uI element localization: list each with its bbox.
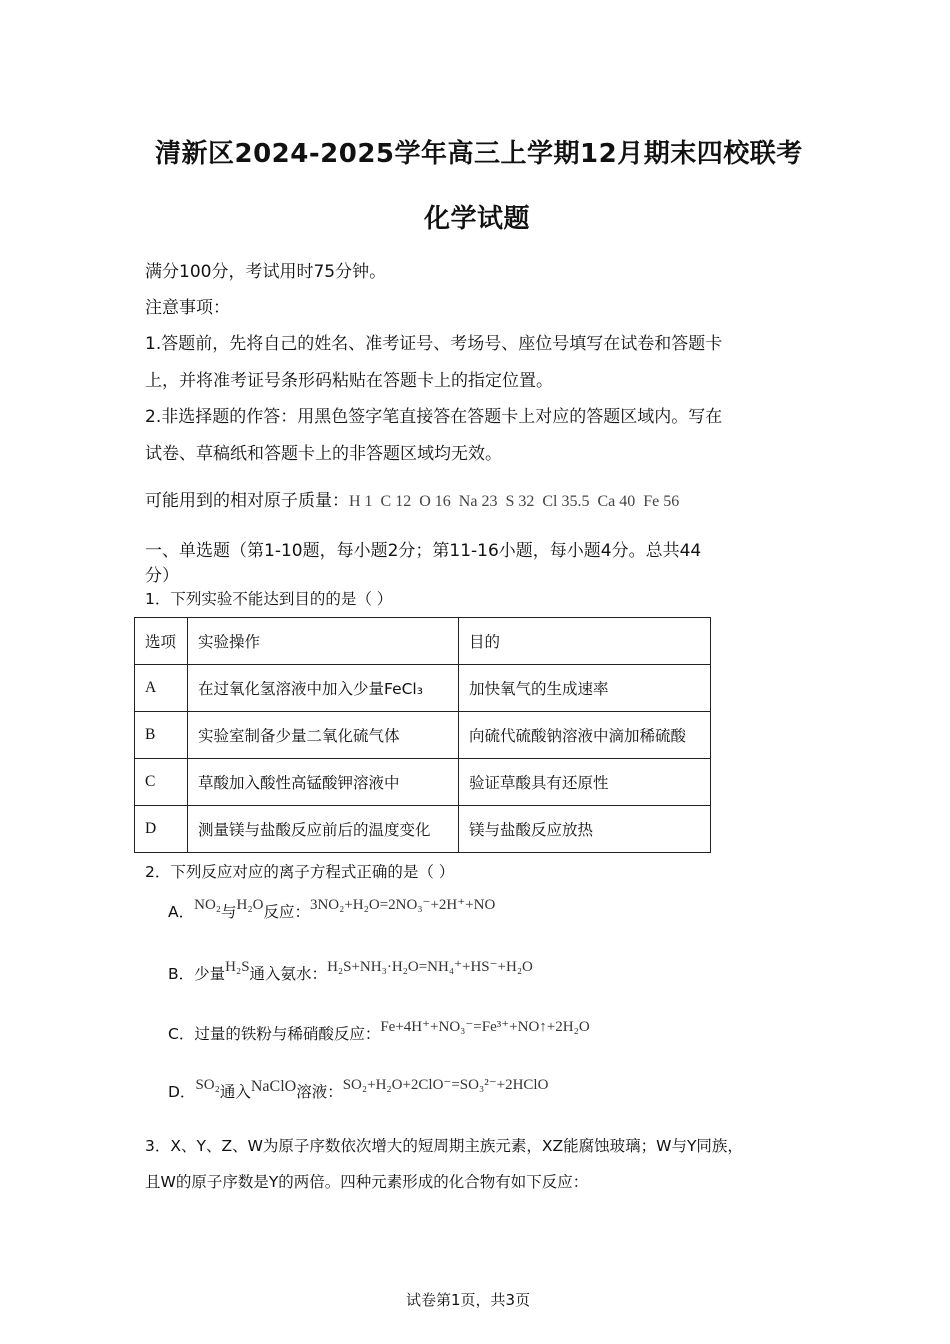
question-2-option-c — [168, 1019, 590, 1044]
row-purpose: 镁与盐酸反应放热 — [459, 806, 711, 853]
option-a-reactant-2: H₂O — [236, 897, 264, 913]
header-purpose: 目的 — [459, 618, 711, 665]
section-heading-line-1: 一、单选题（第1-10题，每小题2分；第11-16小题，每小题4分。总共44 — [145, 541, 702, 561]
option-a-connector: 与 — [221, 903, 237, 921]
question-1-stem: 1．下列实验不能达到目的的是（ ） — [145, 590, 393, 608]
row-operation: 在过氧化氢溶液中加入少量FeCl₃ — [188, 665, 459, 712]
option-d-reactant-2: NaClO — [250, 1078, 297, 1095]
question-2-option-b — [168, 959, 533, 984]
row-option: A — [135, 665, 188, 712]
option-a-reactant-1: NO₂ — [194, 897, 222, 913]
option-c-label: C．过量的铁粉与稀硝酸反应： — [168, 1025, 381, 1043]
page-subtitle: 化学试题 — [424, 204, 531, 234]
question-3-line-1: 3．X、Y、Z、W为原子序数依次增大的短周期主族元素，XZ能腐蚀玻璃；W与Y同族， — [145, 1137, 743, 1155]
question-2-stem: 2．下列反应对应的离子方程式正确的是（ ） — [145, 863, 455, 881]
table-row — [135, 665, 711, 712]
atomic-mass-values: H 1 C 12 O 16 Na 23 S 32 Cl 35.5 Ca 40 Fe 56 — [349, 493, 680, 510]
row-purpose: 验证草酸具有还原性 — [459, 759, 711, 806]
atomic-mass-label: 可能用到的相对原子质量： — [145, 491, 349, 511]
option-b-suffix: 通入氨水： — [249, 965, 328, 983]
notice-2-line-2: 试卷、草稿纸和答题卡上的非答题区域均无效。 — [145, 444, 502, 464]
page-title: 清新区2024-2025学年高三上学期12月期末四校联考 — [155, 139, 803, 169]
experiment-table — [134, 617, 711, 853]
table-row — [135, 806, 711, 853]
row-operation: 草酸加入酸性高锰酸钾溶液中 — [188, 759, 459, 806]
notice-1-line-2: 上，并将准考证号条形码粘贴在答题卡上的指定位置。 — [145, 371, 553, 391]
option-d-equation: SO₂+H₂O+2ClO⁻=SO₃²⁻+2HClO — [342, 1077, 549, 1093]
question-2-option-a — [168, 897, 496, 922]
option-b-label: B．少量 — [168, 965, 226, 983]
atomic-mass-line — [145, 486, 679, 511]
notice-2-line-1: 2.非选择题的作答：用黑色签字笔直接答在答题卡上对应的答题区域内。写在 — [145, 407, 723, 427]
option-a-equation: 3NO₂+H₂O=2NO₃⁻+2H⁺+NO — [309, 897, 496, 913]
section-heading-line-2: 分） — [145, 566, 179, 586]
header-operation: 实验操作 — [188, 618, 459, 665]
option-d-reactant-1: SO₂ — [195, 1077, 220, 1093]
table-header-row — [135, 618, 711, 665]
notice-1-line-1: 1.答题前，先将自己的姓名、准考证号、考场号、座位号填写在试卷和答题卡 — [145, 334, 723, 354]
row-option: C — [135, 759, 188, 806]
score-line: 满分100分，考试用时75分钟。 — [145, 262, 387, 282]
option-b-equation: H₂S+NH₃·H₂O=NH₄⁺+HS⁻+H₂O — [327, 959, 533, 975]
table-row — [135, 759, 711, 806]
notice-heading: 注意事项： — [145, 298, 230, 318]
header-option: 选项 — [135, 618, 188, 665]
option-a-suffix: 反应： — [263, 903, 310, 921]
page-footer: 试卷第1页，共3页 — [406, 1291, 531, 1309]
option-d-label: D． — [168, 1083, 196, 1101]
option-d-suffix: 溶液： — [296, 1083, 343, 1101]
row-operation: 实验室制备少量二氧化硫气体 — [188, 712, 459, 759]
option-d-connector: 通入 — [219, 1083, 251, 1101]
row-purpose: 加快氧气的生成速率 — [459, 665, 711, 712]
row-option: B — [135, 712, 188, 759]
question-3-line-2: 且W的原子序数是Y的两倍。四种元素形成的化合物有如下反应： — [145, 1173, 589, 1191]
option-c-equation: Fe+4H⁺+NO₃⁻=Fe³⁺+NO↑+2H₂O — [380, 1019, 590, 1035]
row-purpose: 向硫代硫酸钠溶液中滴加稀硫酸 — [459, 712, 711, 759]
row-operation: 测量镁与盐酸反应前后的温度变化 — [188, 806, 459, 853]
table-row — [135, 712, 711, 759]
option-a-label: A． — [168, 903, 195, 921]
row-option: D — [135, 806, 188, 853]
option-b-reactant: H₂S — [225, 959, 250, 975]
question-2-option-d — [168, 1077, 549, 1102]
